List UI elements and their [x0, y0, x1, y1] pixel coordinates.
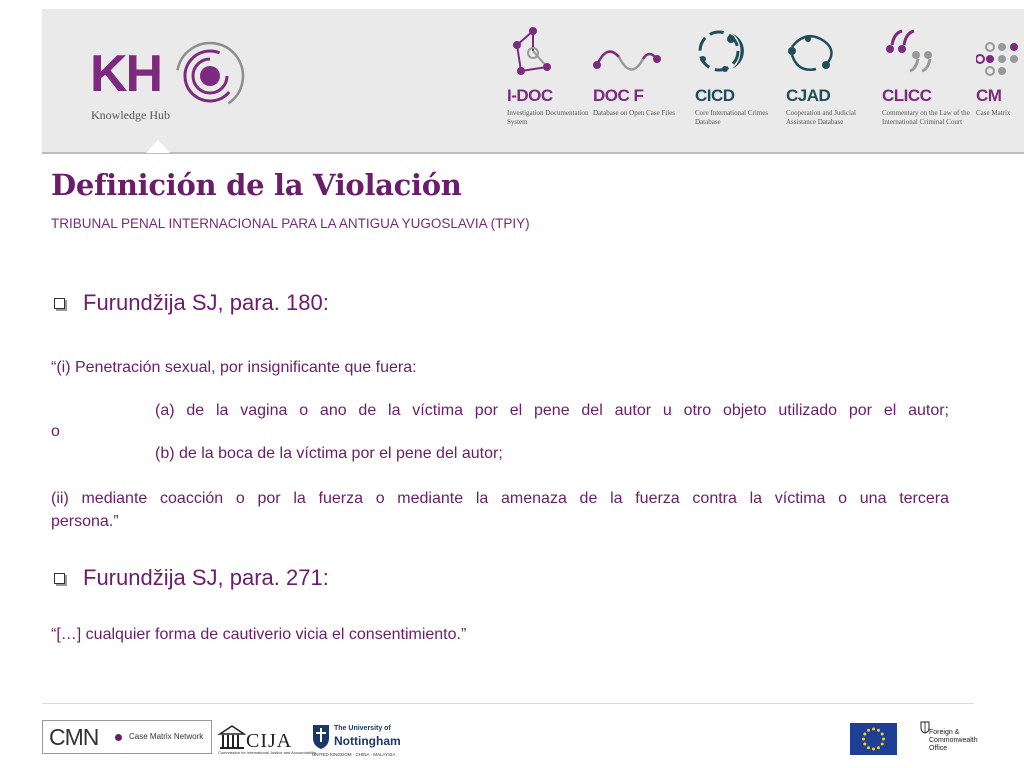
docf-wave-icon — [593, 25, 663, 85]
square-bullet-icon — [54, 573, 65, 584]
cija-logo[interactable] — [218, 722, 316, 755]
square-bullet-icon — [54, 298, 65, 309]
slide-title: Definición de la Violación — [51, 168, 462, 202]
footer-divider — [42, 703, 974, 704]
db-name: I-DOC — [507, 86, 553, 105]
db-name: CICD — [695, 86, 735, 105]
fco-text — [929, 729, 978, 753]
quote-line: (ii) mediante coacción o por la fuerza o mediante la amenaza de la fuerza contra la víctima o una tercera — [51, 490, 949, 507]
cija-logo-subtitle: Commission for International Justice and Accountability — [218, 750, 316, 755]
nottingham-campuses: UNITED KINGDOM · CHINA · MALAYSIA — [312, 752, 396, 757]
db-clicc[interactable] — [882, 25, 974, 145]
db-name: CLICC — [882, 86, 932, 105]
db-description: Core International Crimes Database — [695, 109, 769, 126]
db-cicd[interactable] — [695, 25, 787, 145]
fco-line: Commonwealth — [929, 737, 978, 744]
nottingham-name: Nottingham — [334, 734, 401, 748]
university-crest-icon — [312, 724, 330, 750]
quote-line: (b) de la boca de la víctima por el pene del autor; — [155, 445, 503, 462]
cija-logo-letters: CIJA — [246, 730, 293, 752]
cjad-link-icon — [786, 25, 846, 85]
bullet-text: Furundžija SJ, para. 180: — [83, 290, 329, 315]
eu-flag-icon — [850, 723, 897, 755]
clicc-quote-icon — [882, 25, 942, 85]
db-description: Cooperation and Judicial Assistance Database — [786, 109, 856, 126]
cm-dot-matrix-icon — [976, 25, 1024, 85]
db-description: Commentary on the Law of the International Criminal Court — [882, 109, 970, 126]
fco-line: Foreign & — [929, 729, 960, 736]
db-description: Database on Open Case Files — [593, 109, 676, 117]
quote-line: o — [51, 423, 60, 440]
nottingham-small-text: The University of — [334, 725, 391, 732]
cicd-circle-icon — [695, 25, 755, 85]
header-divider — [42, 152, 1024, 154]
bullet-item — [54, 565, 329, 591]
quote-line: “(i) Penetración sexual, por insignificante que fuera: — [51, 359, 417, 376]
db-idoc[interactable] — [507, 25, 599, 145]
cmn-logo[interactable] — [42, 720, 212, 754]
quote-line: “[…] cualquier forma de cautiverio vicia el consentimiento.” — [51, 626, 467, 643]
cmn-logo-letters: CMN — [49, 724, 99, 750]
db-description: Investigation Documentation System — [507, 109, 589, 126]
quote-line: (a) de la vagina o ano de la víctima por el pene del autor u otro objeto utilizado por el autor; — [155, 402, 949, 419]
cmn-dot-icon — [115, 734, 122, 741]
kh-logo-subtitle: Knowledge Hub — [91, 108, 170, 122]
fco-line: Office — [929, 745, 948, 752]
quote-line: persona.” — [51, 513, 119, 530]
db-name: CJAD — [786, 86, 831, 105]
db-cm[interactable] — [976, 25, 1024, 145]
fco-logo[interactable] — [920, 720, 980, 760]
db-name: CM — [976, 86, 1002, 105]
nottingham-logo[interactable] — [312, 722, 401, 758]
idoc-network-icon — [507, 25, 567, 85]
cmn-logo-label: Case Matrix Network — [129, 732, 204, 741]
bullet-text: Furundžija SJ, para. 271: — [83, 565, 329, 590]
building-icon — [218, 724, 246, 752]
slide-subtitle: TRIBUNAL PENAL INTERNACIONAL PARA LA ANTIGUA YUGOSLAVIA (TPIY) — [51, 216, 530, 231]
kh-logo-letters: KH — [90, 45, 162, 103]
kh-target-icon — [174, 40, 246, 117]
knowledge-hub-logo[interactable] — [90, 40, 260, 125]
db-description: Case Matrix — [976, 109, 1011, 117]
bullet-item — [54, 290, 329, 316]
header-notch — [146, 140, 170, 153]
db-docf[interactable] — [593, 25, 685, 145]
db-cjad[interactable] — [786, 25, 878, 145]
db-name: DOC F — [593, 86, 644, 105]
